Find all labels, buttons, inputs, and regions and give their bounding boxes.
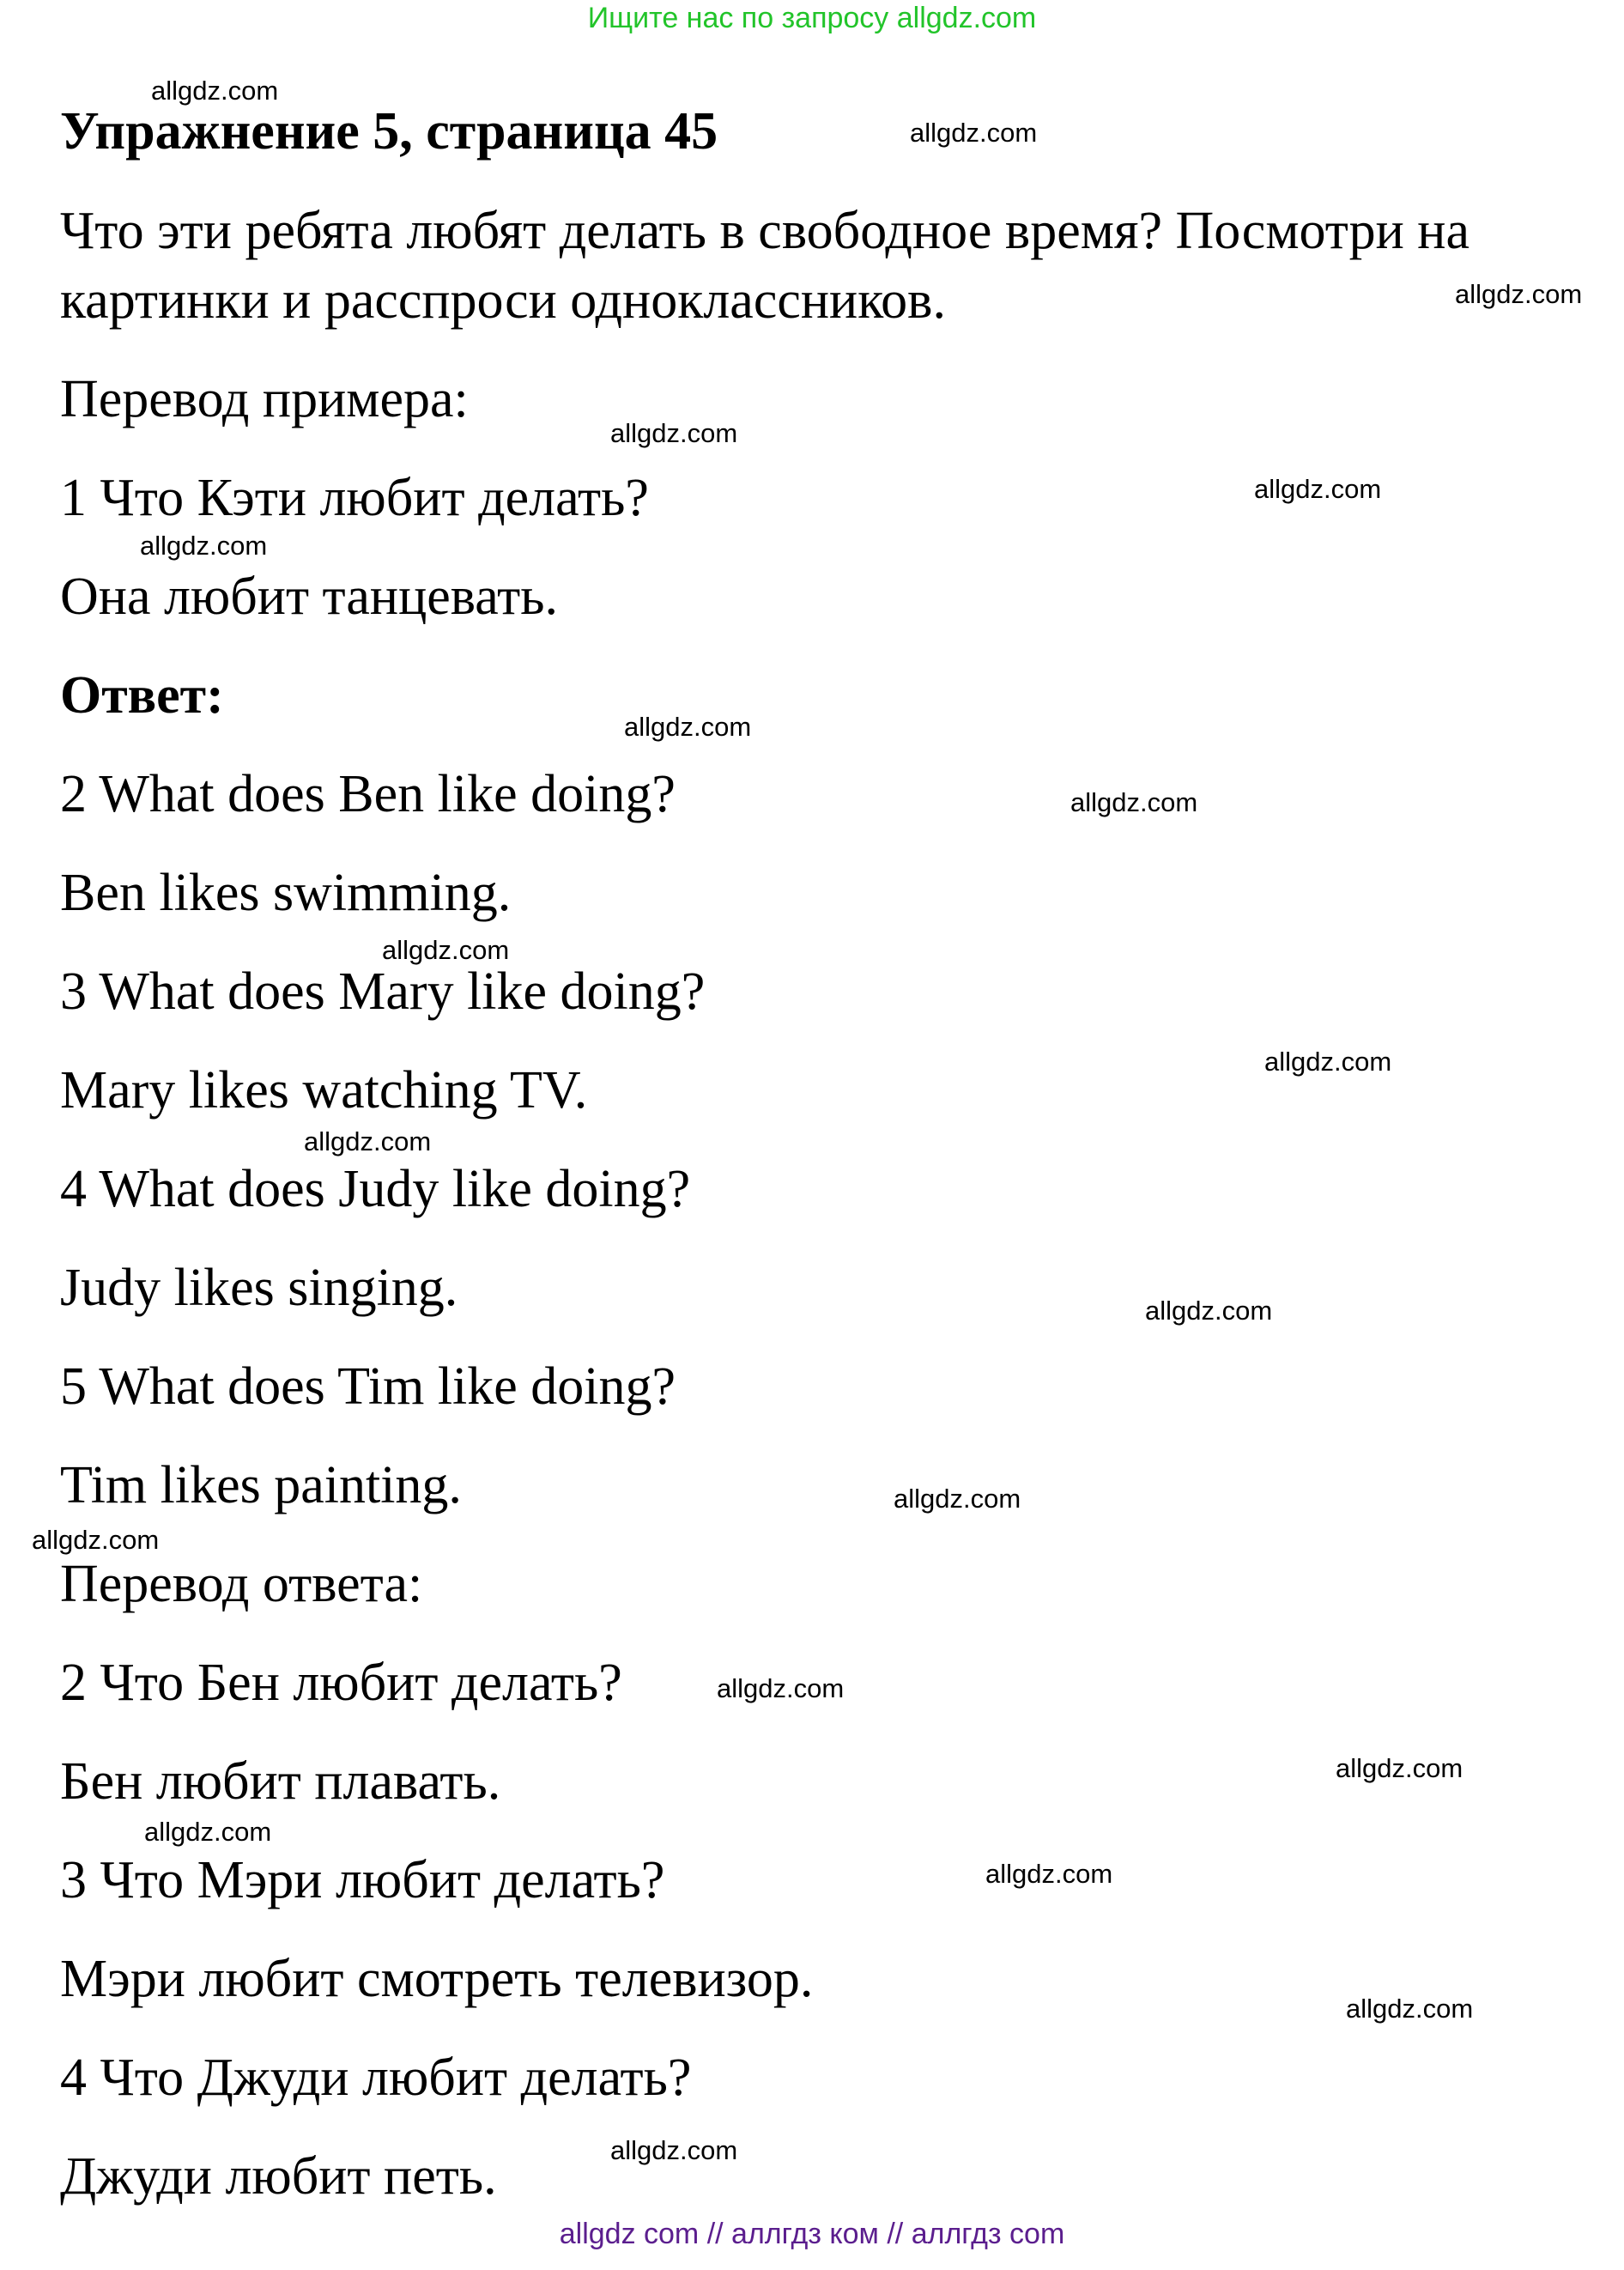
example-label: Перевод примера: bbox=[60, 370, 469, 428]
answer-question: 4 What does Judy like doing? bbox=[60, 1160, 691, 1218]
footer-links[interactable]: allgdz com // аллгдз ком // аллгдз com bbox=[559, 2218, 1065, 2250]
watermark: allgdz.com bbox=[382, 935, 510, 965]
watermark: allgdz.com bbox=[1254, 474, 1382, 504]
translation-answer: Джуди любит петь. bbox=[60, 2147, 497, 2206]
search-banner[interactable]: Ищите нас по запросу allgdz.com bbox=[587, 2, 1037, 34]
watermark: allgdz.com bbox=[1336, 1753, 1463, 1783]
watermark: allgdz.com bbox=[140, 531, 268, 561]
watermark: allgdz.com bbox=[1070, 787, 1198, 817]
example-question: 1 Что Кэти любит делать? bbox=[60, 469, 649, 527]
translation-question: 4 Что Джуди любит делать? bbox=[60, 2048, 692, 2107]
answer-text: Tim likes painting. bbox=[60, 1456, 462, 1514]
watermark: allgdz.com bbox=[1346, 1994, 1474, 2024]
answer-question: 5 What does Tim like doing? bbox=[60, 1357, 676, 1416]
watermark: allgdz.com bbox=[894, 1484, 1021, 1514]
watermark: allgdz.com bbox=[151, 76, 279, 106]
watermark: allgdz.com bbox=[624, 712, 752, 742]
watermark: allgdz.com bbox=[610, 2135, 738, 2165]
page-title: Упражнение 5, страница 45 bbox=[60, 102, 718, 161]
task-line-1: Что эти ребята любят делать в свободное время? Посмотри на bbox=[60, 202, 1469, 260]
answer-question: 2 What does Ben like doing? bbox=[60, 765, 676, 823]
translation-question: 3 Что Мэри любит делать? bbox=[60, 1851, 665, 1909]
watermark: allgdz.com bbox=[1455, 279, 1583, 309]
watermark: allgdz.com bbox=[32, 1525, 160, 1555]
answer-question: 3 What does Mary like doing? bbox=[60, 962, 706, 1021]
example-answer: Она любит танцевать. bbox=[60, 568, 559, 626]
answer-text: Judy likes singing. bbox=[60, 1259, 458, 1317]
translation-answer: Мэри любит смотреть телевизор. bbox=[60, 1950, 814, 2008]
answer-label: Ответ: bbox=[60, 666, 224, 725]
watermark: allgdz.com bbox=[1264, 1047, 1392, 1077]
watermark: allgdz.com bbox=[304, 1126, 432, 1156]
watermark: allgdz.com bbox=[1145, 1296, 1273, 1326]
watermark: allgdz.com bbox=[144, 1817, 272, 1847]
translation-question: 2 Что Бен любит делать? bbox=[60, 1654, 622, 1712]
watermark: allgdz.com bbox=[910, 118, 1038, 148]
watermark: allgdz.com bbox=[610, 418, 738, 448]
watermark: allgdz.com bbox=[717, 1673, 845, 1703]
translation-label: Перевод ответа: bbox=[60, 1555, 423, 1613]
answer-text: Mary likes watching TV. bbox=[60, 1061, 588, 1120]
task-line-2: картинки и расспроси одноклассников. bbox=[60, 271, 946, 330]
watermark: allgdz.com bbox=[985, 1859, 1113, 1889]
translation-answer: Бен любит плавать. bbox=[60, 1752, 501, 1811]
answer-text: Ben likes swimming. bbox=[60, 864, 512, 922]
